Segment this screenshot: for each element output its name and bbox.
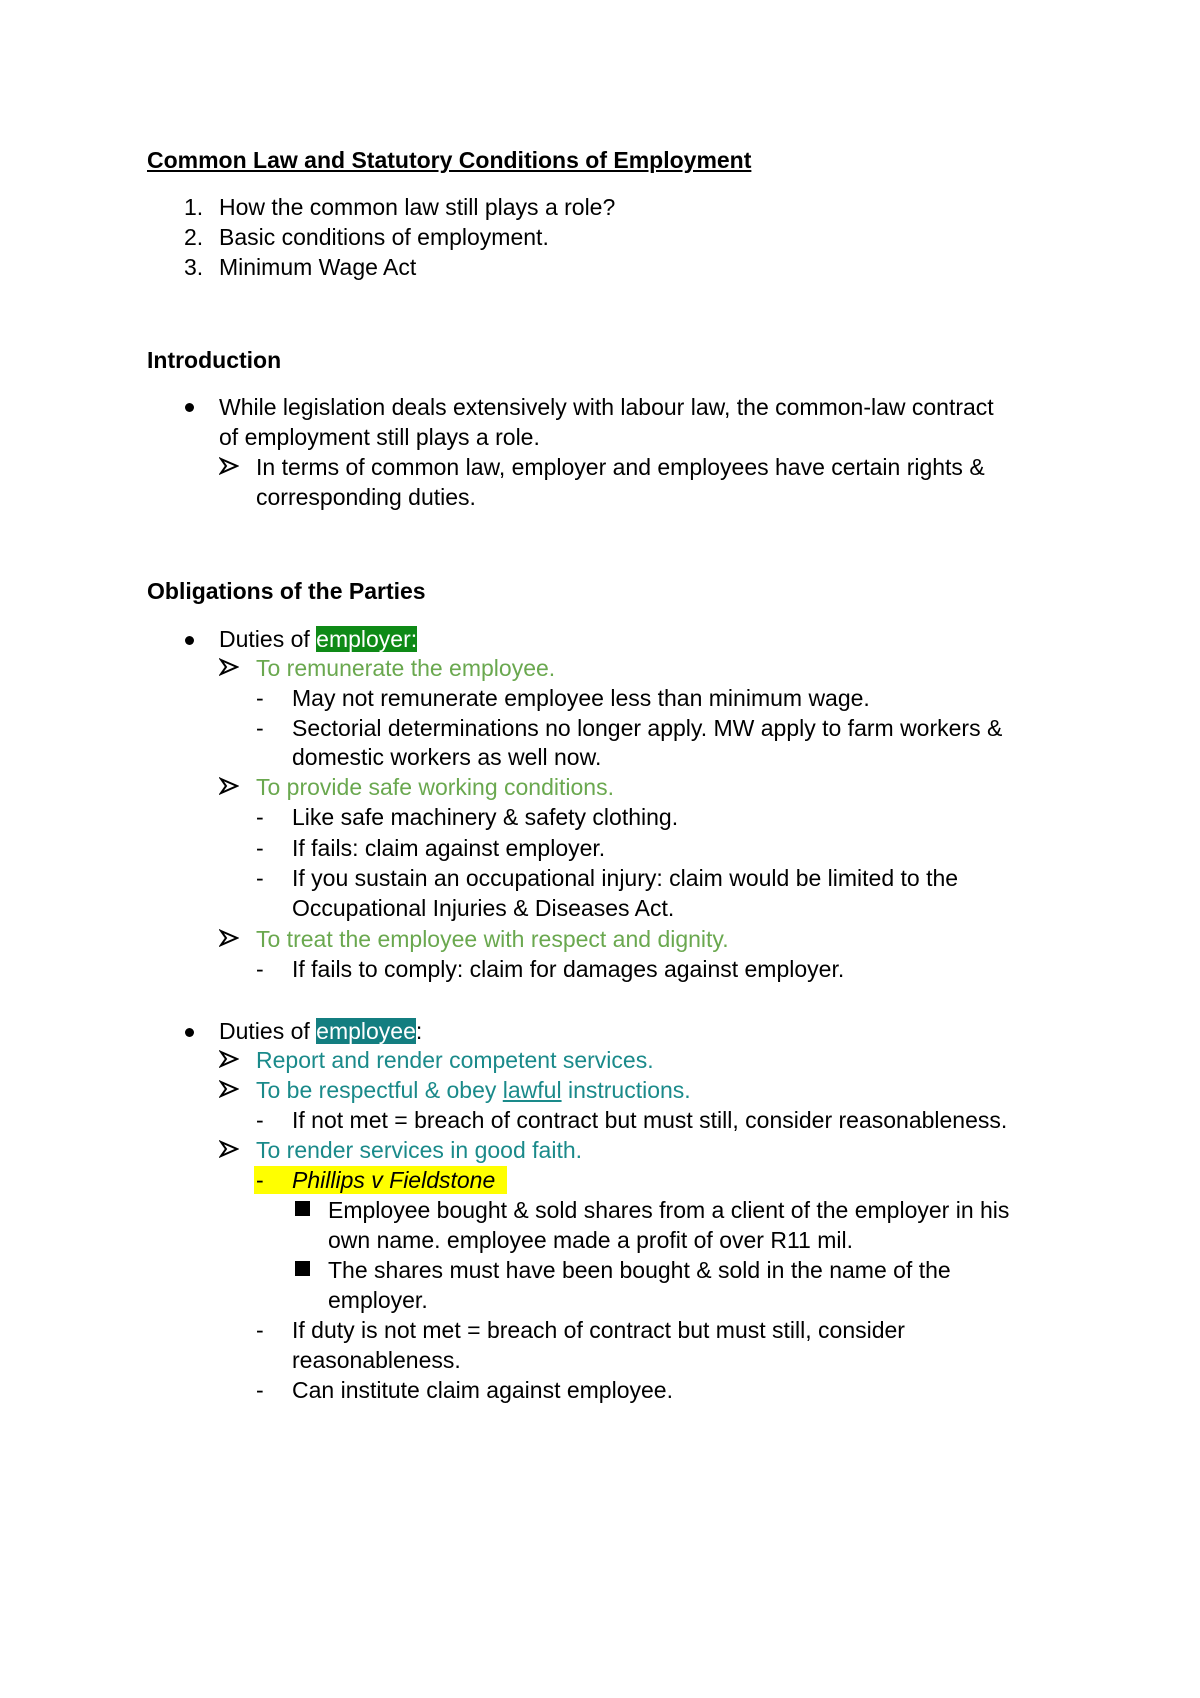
dash-marker: - — [256, 1317, 264, 1343]
arrow-bullet-icon — [219, 457, 239, 475]
section-heading-obligations: Obligations of the Parties — [147, 578, 426, 604]
paragraph-line: The shares must have been bought & sold in the name of the — [328, 1257, 951, 1283]
paragraph-line: corresponding duties. — [256, 484, 476, 510]
paragraph-line: If duty is not met = breach of contract but must still, consider — [292, 1317, 905, 1343]
dash-marker: - — [256, 804, 264, 830]
dash-marker: - — [256, 835, 264, 861]
dash-marker: - — [256, 1377, 264, 1403]
list-number: 3. — [184, 254, 204, 280]
paragraph-line: Occupational Injuries & Diseases Act. — [292, 895, 675, 921]
arrow-bullet-icon — [219, 658, 239, 676]
paragraph-line: domestic workers as well now. — [292, 744, 602, 770]
paragraph-line: reasonableness. — [292, 1347, 461, 1373]
paragraph-line: own name. employee made a profit of over R11 mil. — [328, 1227, 853, 1253]
paragraph-line: Sectorial determinations no longer apply. MW apply to farm workers & — [292, 715, 1003, 741]
list-number: 1. — [184, 194, 204, 220]
paragraph-line: If fails: claim against employer. — [292, 835, 606, 861]
case-name: Phillips v Fieldstone — [292, 1167, 496, 1193]
duty-faith: To render services in good faith. — [256, 1137, 583, 1163]
duty-obey — [256, 1076, 691, 1104]
arrow-bullet-icon — [219, 1080, 239, 1098]
highlight-employer: employer: — [316, 626, 418, 652]
page-title: Common Law and Statutory Conditions of Employment — [147, 147, 752, 173]
list-item: Basic conditions of employment. — [219, 224, 549, 250]
paragraph-line: If not met = breach of contract but must still, consider reasonableness. — [292, 1107, 1008, 1133]
list-item: Minimum Wage Act — [219, 254, 417, 280]
square-bullet-icon — [295, 1201, 310, 1216]
duty-obey-text: To be respectful & obey — [256, 1077, 503, 1103]
paragraph-line: Can institute claim against employee. — [292, 1377, 673, 1403]
duties-suffix: : — [415, 1018, 423, 1044]
arrow-bullet-icon — [219, 777, 239, 795]
duties-employer-line — [219, 625, 417, 653]
duty-respect: To treat the employee with respect and dignity. — [256, 926, 729, 952]
paragraph-line: If fails to comply: claim for damages against employer. — [292, 956, 845, 982]
arrow-bullet-icon — [219, 1140, 239, 1158]
paragraph-line: While legislation deals extensively with labour law, the common-law contract — [219, 394, 994, 420]
dash-marker: - — [256, 1107, 264, 1133]
list-item: How the common law still plays a role? — [219, 194, 616, 220]
paragraph-line: May not remunerate employee less than minimum wage. — [292, 685, 870, 711]
list-number: 2. — [184, 224, 204, 250]
duties-prefix: Duties of — [219, 626, 317, 652]
duty-safe: To provide safe working conditions. — [256, 774, 614, 800]
bullet-icon — [185, 1028, 194, 1037]
duty-remunerate: To remunerate the employee. — [256, 655, 556, 681]
duty-obey-text-end: instructions. — [561, 1077, 691, 1103]
paragraph-line: Employee bought & sold shares from a client of the employer in his — [328, 1197, 1010, 1223]
dash-marker: - — [256, 1167, 264, 1193]
bullet-icon — [185, 403, 194, 412]
dash-marker: - — [256, 956, 264, 982]
square-bullet-icon — [295, 1261, 310, 1276]
arrow-bullet-icon — [219, 929, 239, 947]
section-heading-introduction: Introduction — [147, 347, 282, 373]
dash-marker: - — [256, 685, 264, 711]
paragraph-line: If you sustain an occupational injury: claim would be limited to the — [292, 865, 959, 891]
bullet-icon — [185, 636, 194, 645]
case-line — [254, 1166, 507, 1194]
duties-employee-line — [219, 1017, 422, 1045]
highlight-employee: employee — [316, 1018, 416, 1044]
dash-marker: - — [256, 715, 264, 741]
duty-obey-underlined: lawful — [502, 1077, 562, 1103]
paragraph-line: employer. — [328, 1287, 428, 1313]
duty-report: Report and render competent services. — [256, 1047, 654, 1073]
paragraph-line: Like safe machinery & safety clothing. — [292, 804, 679, 830]
dash-marker: - — [256, 865, 264, 891]
paragraph-line: In terms of common law, employer and employees have certain rights & — [256, 454, 985, 480]
arrow-bullet-icon — [219, 1050, 239, 1068]
paragraph-line: of employment still plays a role. — [219, 424, 540, 450]
duties-prefix: Duties of — [219, 1018, 317, 1044]
